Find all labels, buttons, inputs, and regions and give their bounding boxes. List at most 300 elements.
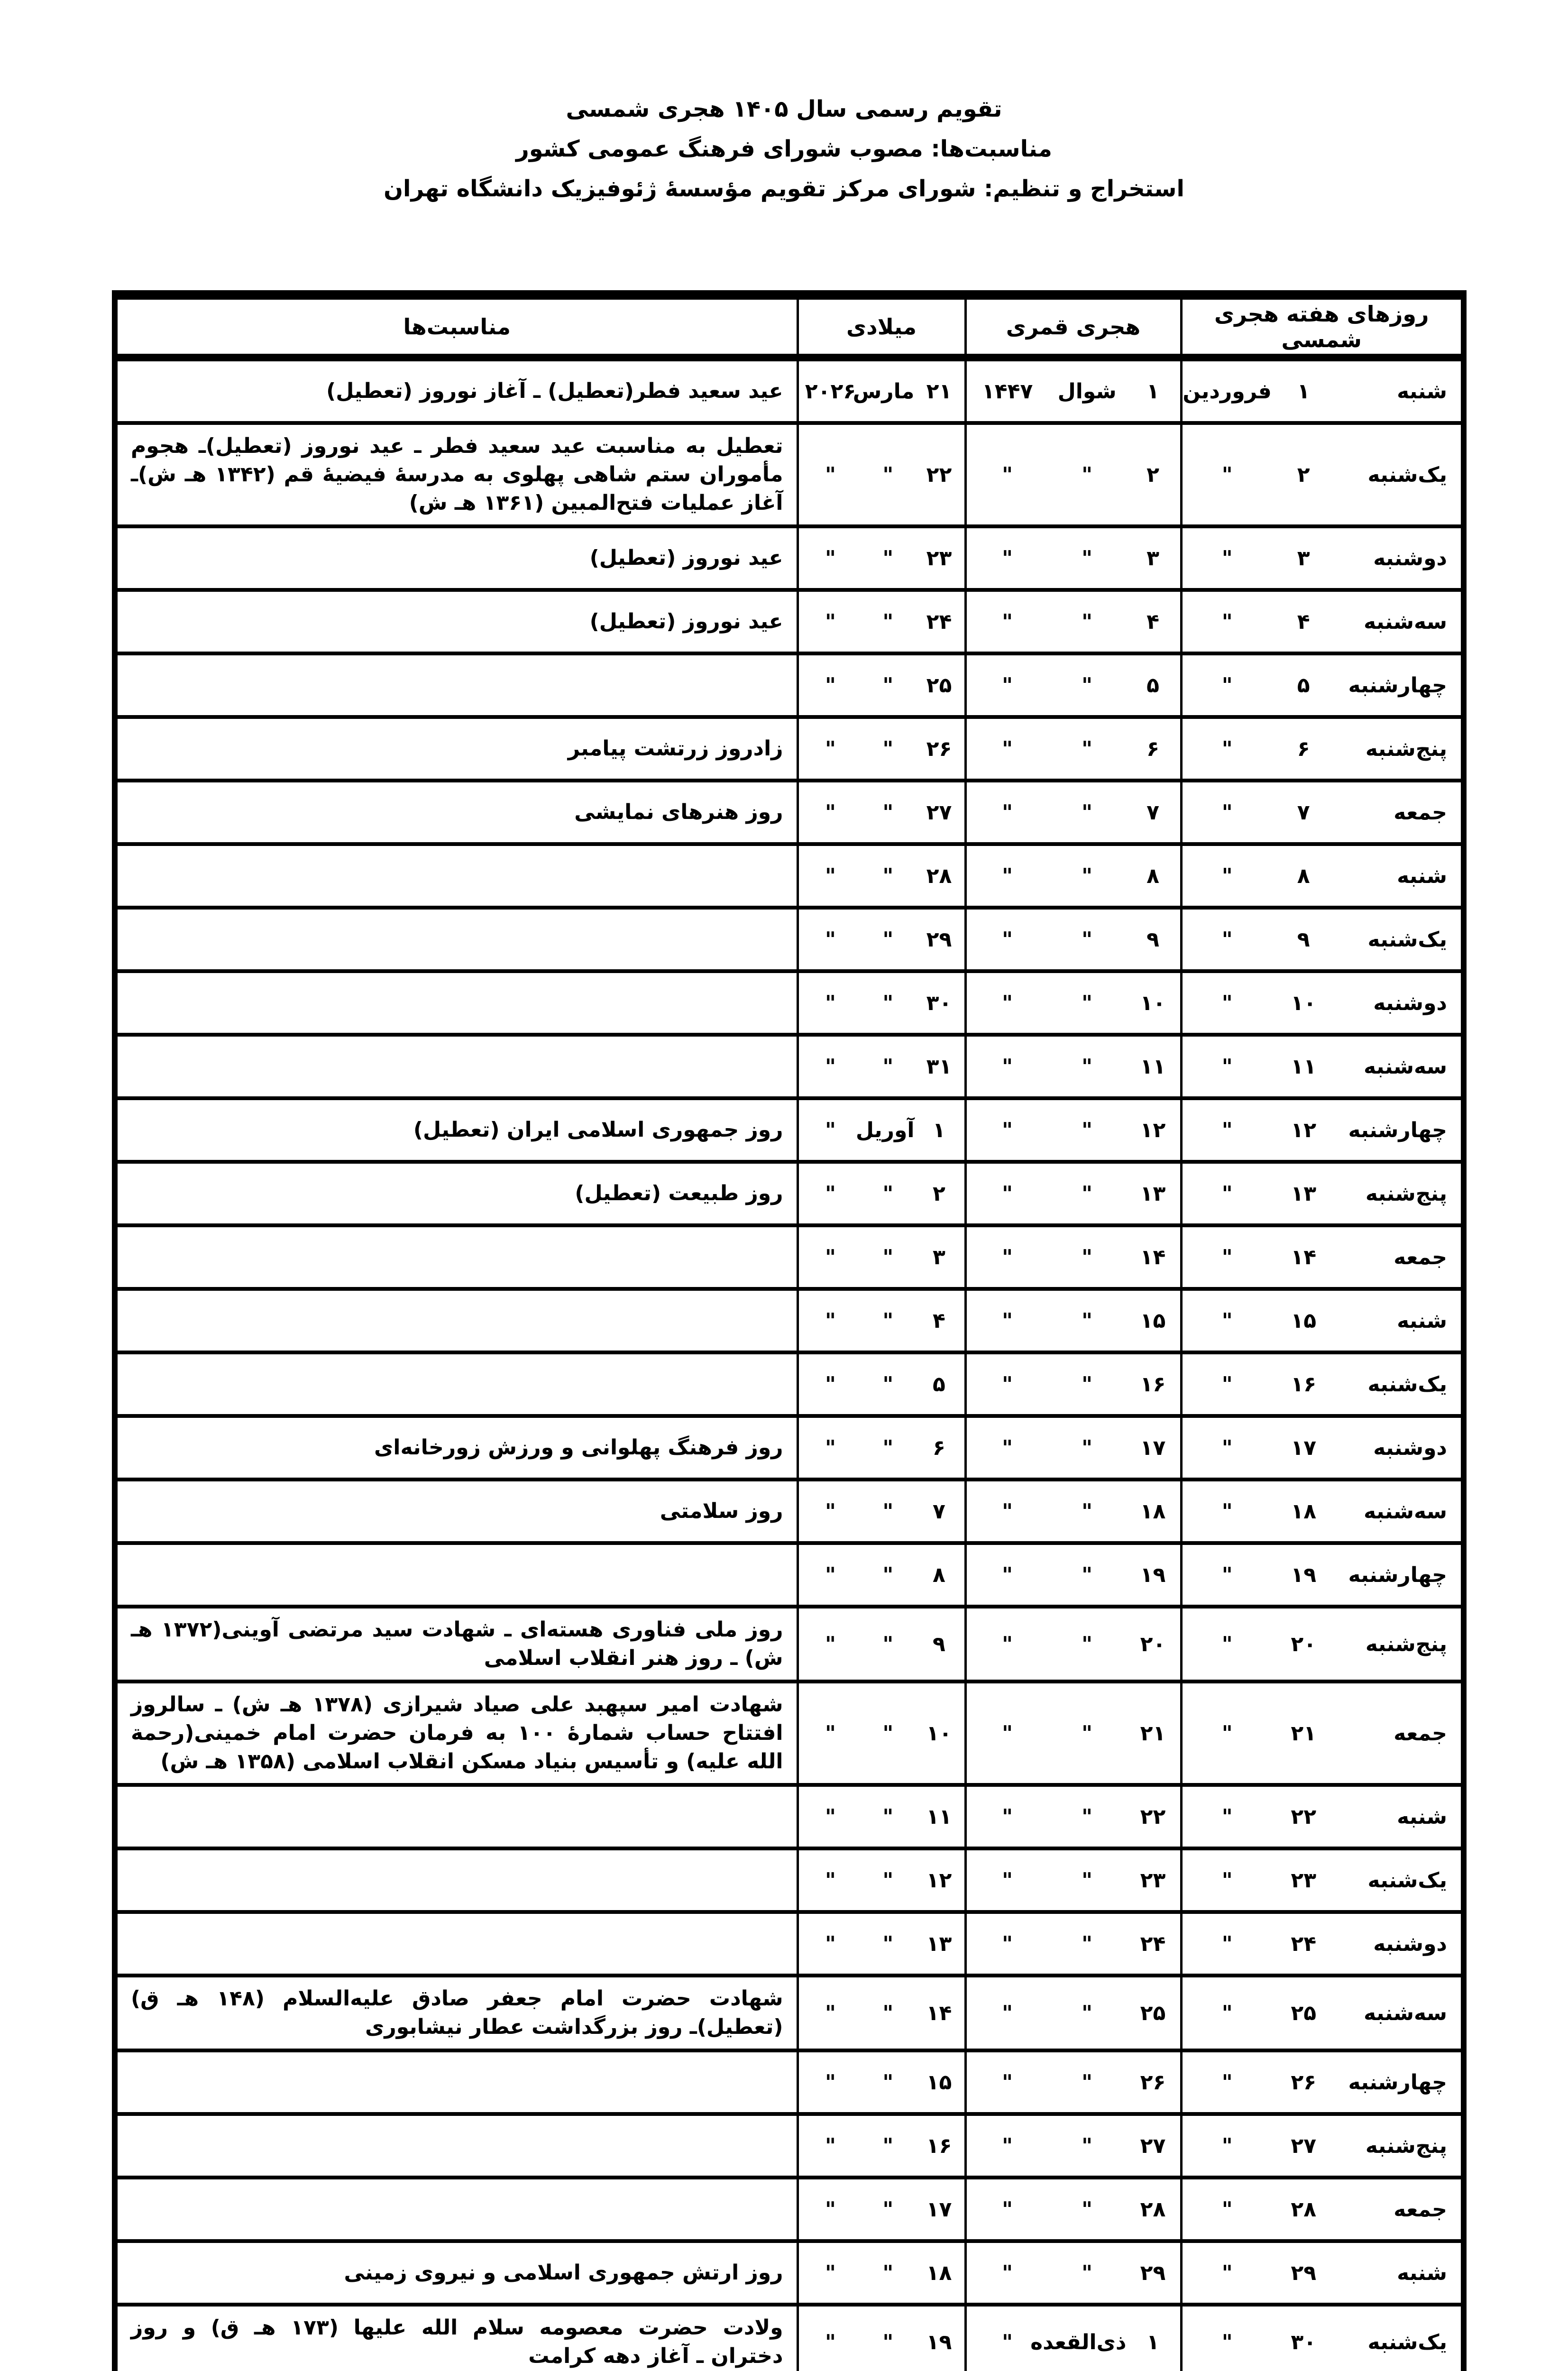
miladi-cell — [798, 1098, 965, 1162]
qamari-day: ۱ — [1146, 2330, 1159, 2354]
table-row — [115, 358, 1464, 423]
miladi-cell — [798, 1912, 965, 1976]
table-row — [115, 653, 1464, 717]
shamsi-day: ۶ — [1297, 736, 1310, 761]
qamari-day: ۱۲ — [1140, 1118, 1166, 1142]
miladi-day: ۱۲ — [926, 1868, 952, 1893]
qamari-cell — [965, 2114, 1181, 2178]
occasion-cell — [115, 1785, 798, 1848]
shamsi-month: " — [1221, 1181, 1233, 1206]
qamari-month: " — [1082, 1632, 1093, 1656]
miladi-cell — [798, 844, 965, 908]
shamsi-date — [1183, 737, 1461, 761]
qamari-day: ۲۴ — [1140, 1931, 1166, 1956]
shamsi-cell — [1181, 590, 1464, 653]
shamsi-cell — [1181, 844, 1464, 908]
shamsi-month: " — [1221, 1931, 1233, 1956]
miladi-year: " — [825, 2070, 836, 2095]
shamsi-weekday: چهارشنبه — [1348, 2070, 1447, 2095]
miladi-date — [799, 546, 964, 570]
miladi-month: " — [882, 800, 894, 825]
miladi-day: ۵ — [933, 1372, 945, 1397]
shamsi-date — [1183, 2070, 1461, 2095]
qamari-day: ۲۵ — [1140, 2001, 1166, 2025]
table-row — [115, 1543, 1464, 1607]
shamsi-day: ۹ — [1297, 927, 1310, 952]
miladi-month: " — [882, 1804, 894, 1829]
qamari-month: " — [1082, 1118, 1093, 1142]
shamsi-cell — [1181, 1543, 1464, 1607]
miladi-day: ۱۵ — [926, 2070, 952, 2095]
qamari-month: " — [1082, 1562, 1093, 1587]
shamsi-day: ۲ — [1297, 462, 1310, 487]
miladi-day: ۲۳ — [926, 546, 952, 570]
shamsi-day: ۱۱ — [1291, 1054, 1317, 1079]
miladi-cell — [798, 358, 965, 423]
shamsi-cell — [1181, 1682, 1464, 1785]
shamsi-date — [1183, 1499, 1461, 1524]
miladi-cell — [798, 2050, 965, 2114]
miladi-year: " — [825, 1181, 836, 1206]
miladi-date — [799, 737, 964, 761]
qamari-date — [967, 1932, 1180, 1956]
shamsi-weekday: چهارشنبه — [1348, 1118, 1447, 1142]
shamsi-month: " — [1221, 1804, 1233, 1829]
occasion-cell: عید سعید فطر(تعطیل) ـ آغاز نوروز (تعطیل) — [115, 358, 798, 423]
qamari-day: ۲۳ — [1140, 1868, 1166, 1893]
shamsi-date — [1183, 1868, 1461, 1893]
shamsi-cell — [1181, 1848, 1464, 1912]
miladi-cell — [798, 423, 965, 526]
occasion-cell: شهادت امیر سپهبد علی صیاد شیرازی (۱۳۷۸ هـ ش) ـ سالروز افتتاح حساب شمارۀ ۱۰۰ به فرمان حضرت امام خمینی(رحمة الله علیه) و تأسیس بنیاد مسکن انقلاب اسلامی (۱۳۵۸ هـ ش) — [115, 1682, 798, 1785]
qamari-cell — [965, 1543, 1181, 1607]
qamari-year: " — [1002, 1499, 1013, 1524]
shamsi-cell — [1181, 1289, 1464, 1352]
miladi-day: ۳۰ — [926, 991, 952, 1015]
shamsi-month: " — [1221, 1245, 1233, 1269]
shamsi-day: ۵ — [1297, 673, 1310, 698]
shamsi-cell — [1181, 1416, 1464, 1480]
qamari-date — [967, 2001, 1180, 2025]
shamsi-weekday: یک‌شنبه — [1367, 462, 1447, 487]
occasion-cell: زادروز زرتشت پیامبر — [115, 717, 798, 781]
shamsi-cell — [1181, 908, 1464, 971]
miladi-cell — [798, 1976, 965, 2050]
miladi-year: " — [825, 991, 836, 1015]
shamsi-month: " — [1221, 609, 1233, 634]
miladi-date — [799, 2070, 964, 2095]
shamsi-day: ۸ — [1297, 864, 1310, 888]
header-row — [115, 295, 1464, 358]
miladi-date — [799, 1055, 964, 1079]
miladi-date — [799, 800, 964, 825]
qamari-year: " — [1002, 1435, 1013, 1460]
miladi-date — [799, 1372, 964, 1397]
miladi-year: " — [825, 1372, 836, 1397]
miladi-day: ۸ — [933, 1562, 945, 1587]
miladi-year: " — [825, 673, 836, 698]
shamsi-weekday: یک‌شنبه — [1367, 2330, 1447, 2354]
qamari-year: " — [1002, 1721, 1013, 1746]
occasion-cell — [115, 1848, 798, 1912]
qamari-month: " — [1082, 2133, 1093, 2158]
shamsi-day: ۲۲ — [1291, 1804, 1317, 1829]
miladi-day: ۱ — [933, 1118, 945, 1142]
calendar-table — [112, 290, 1467, 2371]
table-row — [115, 2178, 1464, 2241]
miladi-cell — [798, 653, 965, 717]
qamari-cell — [965, 1225, 1181, 1289]
qamari-year: " — [1002, 800, 1013, 825]
shamsi-date — [1183, 1055, 1461, 1079]
miladi-month: " — [882, 2330, 894, 2354]
miladi-year: " — [825, 2001, 836, 2025]
qamari-cell — [965, 526, 1181, 590]
shamsi-month: " — [1221, 2197, 1233, 2222]
column-header-occasions: مناسبت‌ها — [115, 295, 798, 358]
qamari-day: ۲۸ — [1140, 2197, 1166, 2222]
shamsi-day: ۲۸ — [1291, 2197, 1317, 2222]
miladi-cell — [798, 2305, 965, 2371]
miladi-date — [799, 1632, 964, 1656]
miladi-month: " — [882, 1562, 894, 1587]
qamari-year: " — [1002, 864, 1013, 888]
qamari-month: " — [1082, 1721, 1093, 1746]
table-row — [115, 1035, 1464, 1098]
qamari-date — [967, 1805, 1180, 1829]
shamsi-date — [1183, 1309, 1461, 1333]
qamari-cell — [965, 2178, 1181, 2241]
shamsi-weekday: شنبه — [1397, 379, 1447, 404]
miladi-day: ۱۹ — [926, 2330, 952, 2354]
qamari-year: " — [1002, 1372, 1013, 1397]
qamari-year: " — [1002, 2330, 1013, 2354]
shamsi-month: " — [1221, 1632, 1233, 1656]
miladi-year: " — [825, 1118, 836, 1142]
occasion-cell — [115, 1912, 798, 1976]
miladi-date — [799, 463, 964, 487]
column-header-qamari: هجری قمری — [965, 295, 1181, 358]
miladi-cell — [798, 781, 965, 844]
qamari-cell — [965, 1976, 1181, 2050]
qamari-month: " — [1082, 736, 1093, 761]
shamsi-month: " — [1221, 927, 1233, 952]
shamsi-weekday: سه‌شنبه — [1364, 2001, 1447, 2025]
shamsi-day: ۱۷ — [1291, 1435, 1317, 1460]
qamari-year: " — [1002, 2197, 1013, 2222]
miladi-month: " — [882, 2133, 894, 2158]
miladi-year: " — [825, 736, 836, 761]
occasion-cell: روز طبیعت (تعطیل) — [115, 1162, 798, 1225]
miladi-date — [799, 1309, 964, 1333]
miladi-day: ۳۱ — [926, 1054, 952, 1079]
qamari-day: ۲۱ — [1140, 1721, 1166, 1746]
qamari-cell — [965, 1098, 1181, 1162]
miladi-date — [799, 1499, 964, 1524]
miladi-year: " — [825, 1632, 836, 1656]
shamsi-date — [1183, 1182, 1461, 1206]
table-row — [115, 781, 1464, 844]
qamari-date — [967, 610, 1180, 634]
table-row — [115, 1785, 1464, 1848]
qamari-cell — [965, 423, 1181, 526]
miladi-year: " — [825, 864, 836, 888]
shamsi-weekday: سه‌شنبه — [1364, 1499, 1447, 1524]
shamsi-cell — [1181, 1912, 1464, 1976]
occasion-cell: روز فرهنگ پهلوانی و ورزش زورخانه‌ای — [115, 1416, 798, 1480]
miladi-month: " — [882, 673, 894, 698]
miladi-day: ۴ — [933, 1308, 945, 1333]
shamsi-day: ۱۲ — [1291, 1118, 1317, 1142]
qamari-year: " — [1002, 2261, 1013, 2285]
occasion-cell — [115, 1225, 798, 1289]
qamari-month: ذی‌القعده — [1030, 2330, 1127, 2354]
qamari-date — [967, 2134, 1180, 2158]
qamari-day: ۹ — [1146, 927, 1159, 952]
shamsi-cell — [1181, 1480, 1464, 1543]
qamari-cell — [965, 844, 1181, 908]
qamari-cell — [965, 1416, 1181, 1480]
shamsi-cell — [1181, 971, 1464, 1035]
miladi-date — [799, 1721, 964, 1746]
miladi-day: ۳ — [933, 1245, 945, 1269]
miladi-day: ۱۱ — [926, 1804, 952, 1829]
shamsi-day: ۲۳ — [1291, 1868, 1317, 1893]
miladi-date — [799, 2197, 964, 2222]
shamsi-cell — [1181, 2050, 1464, 2114]
table-row — [115, 2241, 1464, 2305]
miladi-month: " — [882, 1372, 894, 1397]
shamsi-day: ۳ — [1297, 546, 1310, 570]
qamari-cell — [965, 1607, 1181, 1682]
shamsi-cell — [1181, 1976, 1464, 2050]
miladi-day: ۷ — [933, 1499, 945, 1524]
miladi-year: " — [825, 800, 836, 825]
document-header — [0, 89, 1568, 209]
miladi-day: ۱۷ — [926, 2197, 952, 2222]
qamari-date — [967, 864, 1180, 888]
occasion-cell: روز ملی فناوری هسته‌ای ـ شهادت سید مرتضی آوینی(۱۳۷۲ هـ ش) ـ روز هنر انقلاب اسلامی — [115, 1607, 798, 1682]
shamsi-month: " — [1221, 864, 1233, 888]
shamsi-day: ۲۶ — [1291, 2070, 1317, 2095]
miladi-month: " — [882, 1499, 894, 1524]
shamsi-weekday: شنبه — [1397, 2261, 1447, 2285]
qamari-day: ۱ — [1146, 379, 1159, 404]
qamari-date — [967, 546, 1180, 570]
qamari-month: " — [1082, 1931, 1093, 1956]
qamari-month: " — [1082, 1245, 1093, 1269]
shamsi-day: ۱۸ — [1291, 1499, 1317, 1524]
miladi-month: " — [882, 1054, 894, 1079]
table-row — [115, 590, 1464, 653]
miladi-date — [799, 864, 964, 888]
miladi-month: مارس — [853, 379, 915, 404]
qamari-cell — [965, 653, 1181, 717]
qamari-month: " — [1082, 927, 1093, 952]
shamsi-month: " — [1221, 2001, 1233, 2025]
occasion-cell: عید نوروز (تعطیل) — [115, 526, 798, 590]
qamari-month: " — [1082, 1372, 1093, 1397]
shamsi-date — [1183, 2134, 1461, 2158]
qamari-year: " — [1002, 2001, 1013, 2025]
miladi-month: " — [882, 2197, 894, 2222]
qamari-date — [967, 1499, 1180, 1524]
miladi-cell — [798, 1289, 965, 1352]
miladi-cell — [798, 1352, 965, 1416]
miladi-date — [799, 2261, 964, 2285]
qamari-date — [967, 1182, 1180, 1206]
shamsi-date — [1183, 1436, 1461, 1460]
qamari-month: شوال — [1057, 379, 1117, 404]
shamsi-day: ۳۰ — [1291, 2330, 1317, 2354]
qamari-cell — [965, 1785, 1181, 1848]
shamsi-date — [1183, 2330, 1461, 2354]
miladi-day: ۱۴ — [926, 2001, 952, 2025]
occasion-cell: روز ارتش جمهوری اسلامی و نیروی زمینی — [115, 2241, 798, 2305]
miladi-day: ۲۲ — [926, 462, 952, 487]
qamari-year: ۱۴۴۷ — [981, 379, 1033, 404]
shamsi-weekday: دوشنبه — [1373, 546, 1447, 570]
qamari-date — [967, 1245, 1180, 1269]
qamari-date — [967, 463, 1180, 487]
qamari-month: " — [1082, 864, 1093, 888]
qamari-month: " — [1082, 2070, 1093, 2095]
qamari-date — [967, 2261, 1180, 2285]
shamsi-weekday: جمعه — [1394, 1245, 1447, 1269]
qamari-date — [967, 1372, 1180, 1397]
qamari-day: ۲ — [1146, 462, 1159, 487]
shamsi-day: ۲۱ — [1291, 1721, 1317, 1746]
miladi-date — [799, 991, 964, 1015]
qamari-day: ۳ — [1146, 546, 1159, 570]
miladi-date — [799, 1563, 964, 1587]
qamari-date — [967, 1721, 1180, 1746]
qamari-date — [967, 1055, 1180, 1079]
miladi-date — [799, 379, 964, 404]
shamsi-month: " — [1221, 1118, 1233, 1142]
miladi-year: " — [825, 2133, 836, 2158]
table-row — [115, 2050, 1464, 2114]
qamari-date — [967, 928, 1180, 952]
shamsi-month: " — [1221, 1721, 1233, 1746]
qamari-year: " — [1002, 1181, 1013, 1206]
qamari-day: ۱۹ — [1140, 1562, 1166, 1587]
shamsi-weekday: چهارشنبه — [1348, 1562, 1447, 1587]
qamari-year: " — [1002, 736, 1013, 761]
qamari-cell — [965, 1848, 1181, 1912]
shamsi-cell — [1181, 1352, 1464, 1416]
shamsi-day: ۴ — [1297, 609, 1310, 634]
miladi-day: ۲۹ — [926, 927, 952, 952]
qamari-day: ۱۱ — [1140, 1054, 1166, 1079]
qamari-cell — [965, 2050, 1181, 2114]
qamari-year: " — [1002, 673, 1013, 698]
shamsi-day: ۲۵ — [1291, 2001, 1317, 2025]
miladi-year: " — [825, 462, 836, 487]
occasion-cell — [115, 653, 798, 717]
shamsi-weekday: یک‌شنبه — [1367, 1372, 1447, 1397]
miladi-month: " — [882, 1245, 894, 1269]
doc-title-line3: استخراج و تنظیم: شورای مرکز تقویم مؤسسۀ ژئوفیزیک دانشگاه تهران — [384, 175, 1184, 202]
shamsi-cell — [1181, 2305, 1464, 2371]
miladi-cell — [798, 1607, 965, 1682]
column-header-miladi: میلادی — [798, 295, 965, 358]
miladi-cell — [798, 1035, 965, 1098]
shamsi-date — [1183, 1632, 1461, 1656]
shamsi-day: ۱۶ — [1291, 1372, 1317, 1397]
miladi-date — [799, 1245, 964, 1269]
shamsi-month: " — [1221, 800, 1233, 825]
miladi-month: " — [882, 462, 894, 487]
miladi-year: " — [825, 2261, 836, 2285]
shamsi-date — [1183, 2001, 1461, 2025]
miladi-cell — [798, 526, 965, 590]
occasion-cell: روز هنرهای نمایشی — [115, 781, 798, 844]
table-row — [115, 2114, 1464, 2178]
table-row — [115, 1098, 1464, 1162]
table-row — [115, 717, 1464, 781]
qamari-cell — [965, 908, 1181, 971]
qamari-month: " — [1082, 1435, 1093, 1460]
occasion-cell — [115, 1289, 798, 1352]
miladi-cell — [798, 2178, 965, 2241]
miladi-year: " — [825, 1499, 836, 1524]
shamsi-weekday: جمعه — [1394, 2197, 1447, 2222]
qamari-year: " — [1002, 609, 1013, 634]
qamari-year: " — [1002, 991, 1013, 1015]
qamari-cell — [965, 971, 1181, 1035]
qamari-year: " — [1002, 1054, 1013, 1079]
qamari-day: ۱۶ — [1140, 1372, 1166, 1397]
shamsi-day: ۷ — [1297, 800, 1310, 825]
qamari-cell — [965, 1480, 1181, 1543]
qamari-day: ۵ — [1146, 673, 1159, 698]
qamari-cell — [965, 358, 1181, 423]
shamsi-month: " — [1221, 462, 1233, 487]
table-row — [115, 1912, 1464, 1976]
shamsi-weekday: سه‌شنبه — [1364, 609, 1447, 634]
shamsi-cell — [1181, 526, 1464, 590]
qamari-day: ۸ — [1146, 864, 1159, 888]
miladi-month: آوریل — [855, 1118, 915, 1142]
qamari-cell — [965, 1162, 1181, 1225]
qamari-day: ۴ — [1146, 609, 1159, 634]
miladi-day: ۱۳ — [926, 1931, 952, 1956]
shamsi-weekday: جمعه — [1394, 1721, 1447, 1746]
shamsi-day: ۱۴ — [1291, 1245, 1317, 1269]
qamari-day: ۲۹ — [1140, 2261, 1166, 2285]
miladi-year: " — [825, 2197, 836, 2222]
shamsi-cell — [1181, 653, 1464, 717]
shamsi-day: ۱ — [1297, 379, 1310, 404]
miladi-year: " — [825, 927, 836, 952]
shamsi-date — [1183, 673, 1461, 698]
miladi-year: " — [825, 1562, 836, 1587]
qamari-month: " — [1082, 991, 1093, 1015]
miladi-cell — [798, 717, 965, 781]
shamsi-date — [1183, 928, 1461, 952]
miladi-month: " — [882, 927, 894, 952]
qamari-month: " — [1082, 673, 1093, 698]
shamsi-month: " — [1221, 991, 1233, 1015]
miladi-cell — [798, 971, 965, 1035]
shamsi-date — [1183, 2197, 1461, 2222]
shamsi-month: " — [1221, 546, 1233, 570]
miladi-year: " — [825, 609, 836, 634]
miladi-year: " — [825, 1931, 836, 1956]
shamsi-cell — [1181, 2241, 1464, 2305]
miladi-cell — [798, 908, 965, 971]
